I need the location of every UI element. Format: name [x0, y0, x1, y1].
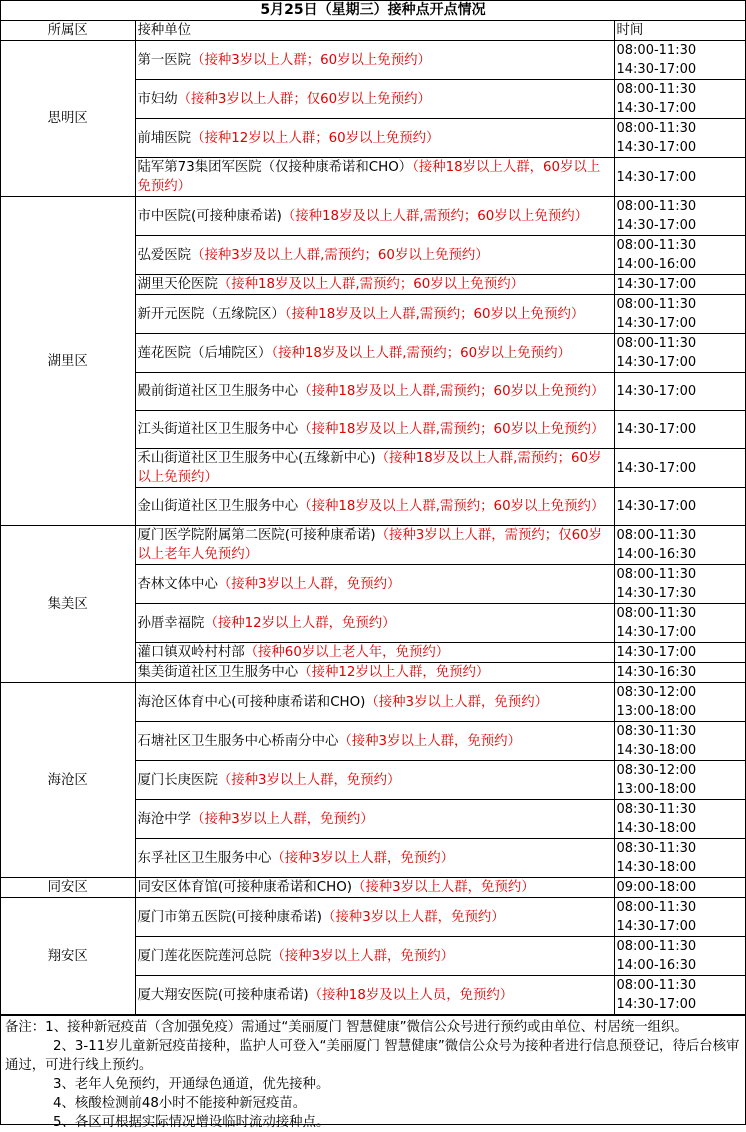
- site-name: 杏林文体中心: [137, 576, 218, 592]
- unit-cell: [135, 526, 614, 565]
- time-cell: [614, 526, 745, 565]
- time-slot: 14:30-18:00: [616, 860, 697, 875]
- time-cell: [614, 643, 745, 663]
- time-slot: 14:30-17:00: [616, 625, 697, 640]
- eligibility-note: （接种3岁以上人群，免预约）: [322, 909, 505, 925]
- time-cell: [614, 839, 745, 878]
- unit-cell: [135, 411, 614, 449]
- site-name: 市中医院(可接种康希诺): [137, 208, 282, 224]
- district-cell: 湖里区: [1, 197, 135, 526]
- eligibility-note: （接种3岁以上人群；60岁以上免预约）: [191, 52, 431, 68]
- site-name: 灌口镇双岭村村部: [137, 645, 245, 660]
- district-cell: 集美区: [1, 526, 135, 683]
- eligibility-note: （接种60岁以上老人年，免预约）: [244, 645, 450, 660]
- time-slot: 14:30-17:00: [616, 218, 697, 233]
- time-slot: 14:00-16:00: [616, 257, 697, 272]
- header-unit: 接种单位: [135, 21, 614, 41]
- note-line: 4、核酸检测前48小时不能接种新冠疫苗。: [53, 1096, 307, 1111]
- eligibility-note: （接种3岁以上人群，免预约）: [217, 772, 401, 788]
- time-slot: 08:00-11:30: [616, 336, 697, 351]
- time-slot: 08:00-11:30: [616, 900, 697, 915]
- unit-cell: [135, 722, 614, 761]
- time-cell: [614, 878, 745, 898]
- eligibility-note: （接种3岁以上人群，免预约）: [191, 811, 374, 827]
- district-cell: 思明区: [1, 41, 135, 197]
- site-name: 市妇幼: [137, 91, 178, 107]
- time-slot: 14:30-17:00: [616, 422, 697, 437]
- time-cell: [614, 449, 745, 488]
- time-slot: 08:00-11:30: [616, 978, 697, 993]
- time-slot: 14:30-18:00: [616, 743, 697, 758]
- site-name: 石塘社区卫生服务中心桥南分中心: [137, 733, 339, 749]
- time-cell: [614, 295, 745, 334]
- unit-cell: [135, 683, 614, 722]
- time-cell: [614, 373, 745, 411]
- site-name: 厦门长庚医院: [137, 772, 218, 788]
- unit-cell: [135, 236, 614, 275]
- unit-cell: [135, 449, 614, 488]
- site-name: 金山街道社区卫生服务中心: [137, 499, 299, 514]
- eligibility-note: （接种3岁以上人群，免预约）: [217, 576, 401, 592]
- unit-cell: [135, 80, 614, 119]
- time-cell: [614, 119, 745, 158]
- site-row: [1, 898, 745, 937]
- time-slot: 08:00-11:30: [616, 528, 697, 543]
- time-slot: 14:30-17:00: [616, 101, 697, 116]
- site-name: 孙厝幸福院: [137, 615, 205, 631]
- unit-cell: [135, 604, 614, 643]
- time-slot: 08:30-12:00: [616, 763, 697, 778]
- note-line: 3、老年人免预约，开通绿色通道，优先接种。: [53, 1077, 330, 1092]
- time-slot: 08:00-11:30: [616, 297, 697, 312]
- time-slot: 14:30-17:00: [616, 316, 697, 331]
- time-slot: 14:30-17:00: [616, 277, 697, 292]
- site-name: 东孚社区卫生服务中心: [137, 850, 272, 866]
- site-row: [1, 41, 745, 80]
- eligibility-note: （接种18岁及以上人群,需预约；60岁以上免预约）: [298, 384, 605, 399]
- site-name: 同安区体育馆(可接种康希诺和CHO): [137, 880, 352, 895]
- site-name: 弘爱医院: [137, 247, 192, 263]
- eligibility-note: （接种18岁及以上人群,需预约；60岁以上免预约）: [217, 277, 524, 292]
- site-name: 陆军第73集团军医院（仅接种康希诺和CHO）: [137, 160, 413, 175]
- unit-cell: [135, 663, 614, 683]
- note-line: 备注：1、接种新冠疫苗（含加强免疫）需通过“美丽厦门 智慧健康”微信公众号进行预约或由单位、村居统一组织。: [5, 1020, 688, 1035]
- time-cell: [614, 663, 745, 683]
- time-cell: [614, 565, 745, 604]
- time-slot: 14:30-17:00: [616, 384, 697, 399]
- time-cell: [614, 937, 745, 976]
- time-cell: [614, 722, 745, 761]
- time-cell: [614, 334, 745, 373]
- time-cell: [614, 41, 745, 80]
- time-cell: [614, 411, 745, 449]
- time-slot: 14:30-17:00: [616, 460, 697, 476]
- unit-cell: [135, 976, 614, 1015]
- site-name: 厦门莲花医院莲河总院: [137, 948, 272, 964]
- site-name: 江头街道社区卫生服务中心: [137, 422, 299, 437]
- eligibility-note: （接种3岁及以上人群,需预约；60岁以上免预约）: [191, 247, 489, 263]
- unit-cell: [135, 565, 614, 604]
- unit-cell: [135, 158, 614, 197]
- notes-section: [1, 1015, 745, 1132]
- header-time: 时间: [614, 21, 745, 41]
- time-slot: 09:00-18:00: [616, 880, 697, 895]
- time-slot: 14:30-17:00: [616, 997, 697, 1012]
- eligibility-note: （接种3岁以上人群，需预约；仅60岁以上老年人免预约）: [137, 528, 603, 562]
- site-name: 海沧区体育中心(可接种康希诺和CHO): [137, 694, 366, 710]
- time-slot: 14:30-17:00: [616, 355, 697, 370]
- time-slot: 08:00-11:30: [616, 199, 697, 214]
- unit-cell: [135, 937, 614, 976]
- district-cell: 同安区: [1, 878, 135, 898]
- site-name: 厦门医学院附属第二医院(可接种康希诺): [137, 528, 376, 543]
- time-cell: [614, 898, 745, 937]
- site-name: 殿前街道社区卫生服务中心: [137, 384, 299, 399]
- time-slot: 14:30-18:00: [616, 821, 697, 836]
- unit-cell: [135, 334, 614, 373]
- header-row: [1, 21, 745, 41]
- time-slot: 13:00-18:00: [616, 704, 697, 719]
- unit-cell: [135, 488, 614, 526]
- eligibility-note: （接种18岁及以上人群,需预约；60岁以上免预约）: [298, 422, 605, 437]
- time-cell: [614, 80, 745, 119]
- time-cell: [614, 800, 745, 839]
- site-name: 海沧中学: [137, 811, 192, 827]
- site-row: [1, 683, 745, 722]
- unit-cell: [135, 373, 614, 411]
- eligibility-note: （接种3岁以上人群，免预约）: [271, 850, 455, 866]
- time-slot: 14:00-16:30: [616, 958, 697, 973]
- site-name: 禾山街道社区卫生服务中心(五缘新中心): [137, 451, 376, 466]
- site-name: 莲花医院（后埔院区）: [137, 345, 272, 361]
- time-cell: [614, 197, 745, 236]
- time-slot: 08:30-11:30: [616, 841, 697, 856]
- eligibility-note: （接种12岁以上人群；60岁以上免预约）: [191, 130, 440, 146]
- time-cell: [614, 976, 745, 1015]
- eligibility-note: （接种3岁以上人群，免预约）: [352, 880, 535, 895]
- site-name: 集美街道社区卫生服务中心: [137, 665, 299, 680]
- unit-cell: [135, 119, 614, 158]
- time-cell: [614, 761, 745, 800]
- site-name: 第一医院: [137, 52, 192, 68]
- time-slot: 08:00-11:30: [616, 606, 697, 621]
- time-slot: 08:00-11:30: [616, 82, 697, 97]
- eligibility-note: （接种12岁以上人群，免预约）: [204, 615, 396, 631]
- time-slot: 08:00-11:30: [616, 238, 697, 253]
- unit-cell: [135, 898, 614, 937]
- site-name: 厦大翔安医院(可接种康希诺): [137, 987, 309, 1003]
- unit-cell: [135, 878, 614, 898]
- unit-cell: [135, 295, 614, 334]
- time-slot: 14:30-17:00: [616, 919, 697, 934]
- header-district: 所属区: [1, 21, 135, 41]
- site-name: 前埔医院: [137, 130, 192, 146]
- eligibility-note: （接种12岁以上人群，免预约）: [298, 665, 490, 680]
- district-cell: 翔安区: [1, 898, 135, 1015]
- time-slot: 14:30-17:00: [616, 169, 697, 185]
- unit-cell: [135, 41, 614, 80]
- eligibility-note: （接种3岁以上人群，免预约）: [338, 733, 521, 749]
- site-row: [1, 878, 745, 898]
- time-slot: 14:30-17:00: [616, 645, 697, 660]
- site-row: [1, 526, 745, 565]
- eligibility-note: （接种18岁及以上人群,需预约；60岁以上免预约）: [284, 306, 585, 322]
- time-slot: 08:30-11:30: [616, 724, 697, 739]
- time-cell: [614, 275, 745, 295]
- time-slot: 14:30-16:30: [616, 665, 697, 680]
- eligibility-note: （接种18岁及以上人群,需预约；60岁以上免预约）: [271, 345, 571, 361]
- time-slot: 14:30-17:00: [616, 140, 697, 155]
- unit-cell: [135, 197, 614, 236]
- time-slot: 14:30-17:00: [616, 62, 697, 77]
- time-slot: 08:00-11:30: [616, 939, 697, 954]
- site-name: 湖里天伦医院: [137, 277, 218, 292]
- eligibility-note: （接种3岁以上人群，免预约）: [365, 694, 548, 710]
- time-cell: [614, 683, 745, 722]
- site-name: 新开元医院（五缘院区）: [137, 306, 285, 322]
- unit-cell: [135, 800, 614, 839]
- unit-cell: [135, 761, 614, 800]
- eligibility-note: （接种18岁以上人群，60岁以上免预约）: [137, 160, 601, 194]
- note-line: 2、3-11岁儿童新冠疫苗接种，监护人可登入“美丽厦门 智慧健康”微信公众号为接种者进行信息预登记，待后台核审通过，可进行线上预约。: [5, 1039, 740, 1073]
- time-slot: 08:00-11:30: [616, 121, 697, 136]
- eligibility-note: （接种3岁以上人群，免预约）: [271, 948, 455, 964]
- site-row: [1, 197, 745, 236]
- time-slot: 14:00-16:30: [616, 547, 697, 562]
- time-slot: 14:30-17:30: [616, 586, 697, 601]
- site-name: 厦门市第五医院(可接种康希诺): [137, 909, 323, 925]
- eligibility-note: （接种18岁及以上人群,需预约；60岁以上免预约）: [281, 208, 589, 224]
- time-slot: 08:00-11:30: [616, 43, 697, 58]
- time-cell: [614, 604, 745, 643]
- time-slot: 08:00-11:30: [616, 567, 697, 582]
- eligibility-note: （接种3岁以上人群；仅60岁以上免预约）: [177, 91, 431, 107]
- time-slot: 08:30-12:00: [616, 685, 697, 700]
- unit-cell: [135, 275, 614, 295]
- unit-cell: [135, 839, 614, 878]
- eligibility-note: （接种18岁及以上人员，免预约）: [308, 987, 514, 1003]
- time-cell: [614, 158, 745, 197]
- time-slot: 14:30-17:00: [616, 499, 697, 514]
- time-slot: 13:00-18:00: [616, 782, 697, 797]
- time-slot: 08:30-11:30: [616, 802, 697, 817]
- eligibility-note: （接种18岁及以上人群,需预约；60岁以上免预约）: [137, 451, 602, 485]
- note-line: 5、各区可根据实际情况增设临时流动接种点。: [53, 1115, 330, 1130]
- district-cell: 海沧区: [1, 683, 135, 878]
- eligibility-note: （接种18岁及以上人群,需预约；60岁以上免预约）: [298, 499, 605, 514]
- unit-cell: [135, 643, 614, 663]
- time-cell: [614, 488, 745, 526]
- page-title: 5月25日（星期三）接种点开点情况: [1, 1, 745, 21]
- schedule-table: [1, 21, 745, 1015]
- time-cell: [614, 236, 745, 275]
